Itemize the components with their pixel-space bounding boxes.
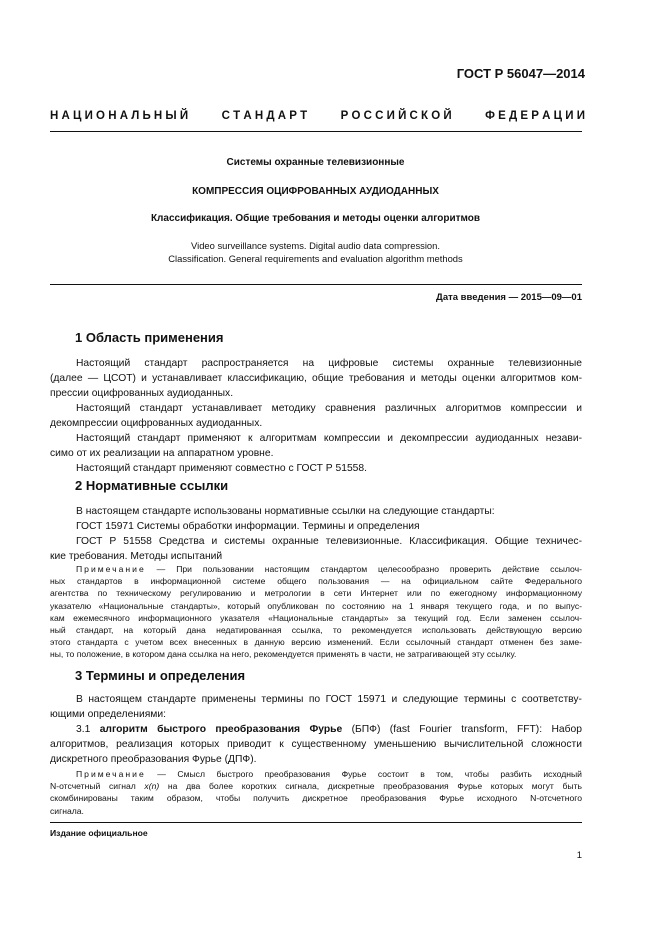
text-line: прессии оцифрованных аудиоданных. xyxy=(50,388,234,399)
note-label: Примечание xyxy=(76,564,146,574)
title-divider xyxy=(50,284,582,285)
note-line: ны, то положение, в котором дана ссылка на него, рекомендуется применять в части, не затрагивающей эту ссылку. xyxy=(50,649,517,660)
text-line: Настоящий стандарт устанавливает методику сравнения различных алгоритмов компрессии и xyxy=(76,403,582,414)
page-number: 1 xyxy=(576,850,582,861)
note-line: этого стандарта с учетом всех внесенных в данную версию изменений. Если ссылочный стандарт отменен без заме- xyxy=(50,637,582,648)
section-1-body xyxy=(50,356,582,476)
section-2-heading: 2 Нормативные ссылки xyxy=(75,478,229,493)
banner-word-1: Н А Ц И О Н А Л Ь Н Ы Й xyxy=(50,110,189,122)
section-2-note xyxy=(50,563,582,661)
text-line: кие требования. Методы испытаний xyxy=(50,551,223,562)
edition-label: Издание официальное xyxy=(50,828,148,838)
footer-divider xyxy=(50,822,582,823)
text-line: дискретного преобразования Фурье (ДПФ). xyxy=(50,754,257,765)
text-line: ющими определениями: xyxy=(50,709,167,720)
text-line: алгоритмов, реализация которых приводит к существенному уменьшению вычислительной сложности xyxy=(50,739,582,750)
section-3-note xyxy=(50,768,582,817)
note-line: Примечание — При пользовании настоящим стандартом целесообразно проверить действие ссылоч- xyxy=(76,564,582,574)
note-line: ный стандарт, на который дана недатированная ссылка, то рекомендуется использовать действующую версию xyxy=(50,625,582,636)
title-english-2: Classification. General requirements and evaluation algorithm methods xyxy=(168,253,463,264)
section-2-body xyxy=(50,504,582,564)
banner-word-3: Р О С С И Й С К О Й xyxy=(340,110,452,122)
note-label: Примечание xyxy=(76,769,146,779)
note-line: сигнала. xyxy=(50,805,84,816)
banner-word-4: Ф Е Д Е Р А Ц И И xyxy=(485,110,585,122)
signal-variable: x(n) xyxy=(144,781,160,792)
text-line: Настоящий стандарт применяют к алгоритмам компрессии и декомпрессии аудиоданных незави- xyxy=(76,433,582,444)
title-line-1: Системы охранные телевизионные xyxy=(226,157,405,168)
note-line: скомбинированы таким образом, чтобы получить дискретное преобразования Фурье исходного N-отсчетного xyxy=(50,793,582,804)
note-line: указателю «Национальные стандарты», который опубликован по состоянию на 1 января текущего года, и по выпус- xyxy=(50,600,582,611)
text-line: В настоящем стандарте применены термины по ГОСТ 15971 и следующие термины с соответству- xyxy=(76,694,582,705)
standard-banner xyxy=(50,110,585,122)
title-english-1: Video surveillance systems. Digital audio data compression. xyxy=(191,240,440,251)
term-name: алгоритм быстрого преобразования Фурье xyxy=(99,724,343,735)
section-3-heading: 3 Термины и определения xyxy=(75,668,246,683)
note-line: ных стандартов в информационной системе общего пользования — на официальном сайте Федерального xyxy=(50,576,582,587)
document-id: ГОСТ Р 56047—2014 xyxy=(456,66,585,81)
title-line-3: Классификация. Общие требования и методы оценки алгоритмов xyxy=(150,213,481,224)
section-3-body xyxy=(50,692,582,767)
term-definition-line: 3.1 алгоритм быстрого преобразования Фурье (БПФ) (fast Fourier transform, FFT): Набор xyxy=(76,724,582,735)
text-line: Настоящий стандарт распространяется на цифровые системы охранные телевизионные xyxy=(76,358,582,369)
note-line: кам ежемесячного информационного указателя «Национальные стандарты» за текущий год. Если заменен ссылоч- xyxy=(50,612,582,623)
intro-date: Дата введения — 2015—09—01 xyxy=(436,292,582,303)
title-line-2: КОМПРЕССИЯ ОЦИФРОВАННЫХ АУДИОДАННЫХ xyxy=(192,186,439,197)
text-line: декомпрессии оцифрованных аудиоданных. xyxy=(50,418,263,429)
note-line: Примечание — Смысл быстрого преобразования Фурье состоит в том, чтобы разбить исходный xyxy=(76,769,582,779)
text-line: В настоящем стандарте использованы нормативные ссылки на следующие стандарты: xyxy=(76,506,495,517)
text-line: ГОСТ Р 51558 Средства и системы охранные телевизионные. Классификация. Общие техничес- xyxy=(76,536,582,547)
text-line: симо от их реализации на аппаратном уровне. xyxy=(50,448,274,459)
text-line: ГОСТ 15971 Системы обработки информации. Термины и определения xyxy=(76,521,420,532)
top-divider xyxy=(50,131,582,132)
text-line: (далее — ЦСОТ) и устанавливает классификацию, общие требования и методы оценки алгоритмов ком- xyxy=(50,373,582,384)
section-1-heading: 1 Область применения xyxy=(75,330,224,345)
banner-word-2: С Т А Н Д А Р Т xyxy=(221,110,308,122)
text-line: Настоящий стандарт применяют совместно с ГОСТ Р 51558. xyxy=(76,463,367,474)
note-line: N-отсчетный сигнал x(n) на два более коротких сигнала, дискретные преобразования Фурье которых могут быть xyxy=(50,781,582,792)
note-line: агентства по техническому регулированию и метрологии в сети Интернет или по ежегодному информационному xyxy=(50,588,582,599)
